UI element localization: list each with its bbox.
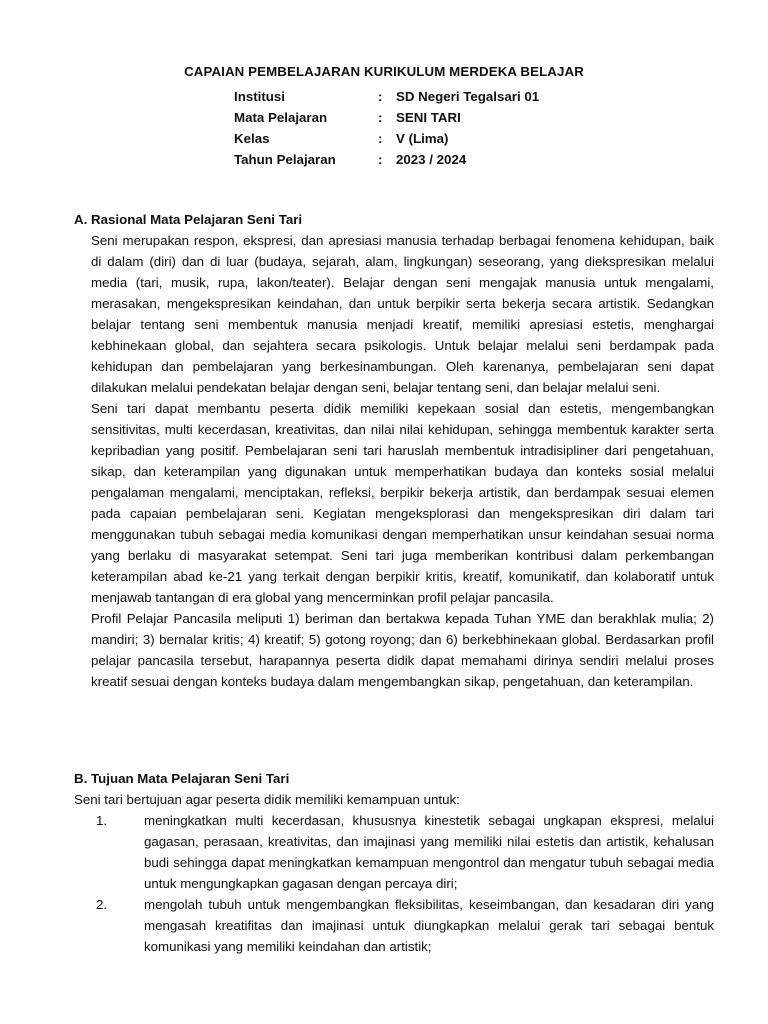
info-row-institusi (234, 86, 654, 107)
info-value: 2023 / 2024 (396, 152, 467, 167)
info-row-mata-pelajaran (234, 107, 654, 128)
section-heading: A. Rasional Mata Pelajaran Seni Tari (74, 212, 303, 227)
info-colon: : (378, 89, 383, 104)
info-label: Kelas (234, 131, 270, 146)
section-rasional (74, 209, 714, 692)
info-colon: : (378, 152, 383, 167)
info-row-tahun-pelajaran (234, 149, 654, 170)
list-number: 1. (96, 813, 108, 828)
paragraph: Seni tari dapat membantu peserta didik memiliki kepekaan sosial dan estetis, mengembangkan sensitivitas, multi kecerdasan, kreativitas, dan nilai nilai kehidupan, sehingga membentuk karakter serta kepribadian yang positif. Pembelajaran seni tari haruslah membentuk intradisipliner dari pengetahuan, sikap, dan keterampilan yang digunakan untuk memperhatikan budaya dan konteks sosial melalui pengalaman mengalami, menciptakan, refleksi, berpikir bekerja artistik, dan berdampak sesuai elemen pada capaian pembelajaran seni. Kegiatan mengeksplorasi dan mengekspresikan diri dalam tari menggunakan tubuh sebagai media komunikasi dengan memperhatikan unsur keindahan sesuai norma yang berlaku di masyarakat setempat. Seni tari juga memberikan kontribusi dalam perkembangan keterampilan abad ke-21 yang terkait dengan berpikir kritis, kreatif, komunikatif, dan kolaboratif untuk menjawab tantangan di era global yang mencerminkan profil pelajar pancasila. (91, 401, 714, 605)
list-number: 2. (96, 897, 108, 912)
info-colon: : (378, 110, 383, 125)
section-heading: B. Tujuan Mata Pelajaran Seni Tari (74, 771, 290, 786)
info-row-kelas (234, 128, 654, 149)
paragraph: Profil Pelajar Pancasila meliputi 1) beriman dan bertakwa kepada Tuhan YME dan berakhlak mulia; 2) mandiri; 3) bernalar kritis; 4) kreatif; 5) gotong royong; dan 6) berkebhinekaan global. Berdasarkan profil pelajar pancasila tersebut, harapannya peserta didik dapat memahami dirinya sendiri melalui proses kreatif sesuai dengan konteks budaya dalam mengembangkan sikap, pengetahuan, dan keterampilan. (91, 611, 714, 689)
info-label: Mata Pelajaran (234, 110, 328, 125)
list-text: meningkatkan multi kecerdasan, khususnya kinestetik sebagai ungkapan ekspresi, melalui gagasan, perasaan, kreativitas, dan imajinasi yang memiliki nilai estetis dan artistik, kehalusan budi sehingga dapat meningkatkan kemampuan mengontrol dan mengatur tubuh sebagai media untuk mengungkapkan gagasan dengan percaya diri; (144, 813, 714, 891)
paragraph: Seni merupakan respon, ekspresi, dan apresiasi manusia terhadap berbagai fenomena kehidupan, baik di dalam (diri) dan di luar (budaya, sejarah, alam, lingkungan) seseorang, yang diekspresikan melalui media (tari, musik, rupa, lakon/teater). Belajar dengan seni mengajak manusia untuk mengalami, merasakan, mengekspresikan keindahan, dan untuk berpikir serta bekerja secara artistik. Sedangkan belajar tentang seni membentuk manusia menjadi kreatif, memiliki apresiasi estetis, menghargai kebhinekaan global, dan sejahtera secara psikologis. Untuk belajar melalui seni berdampak pada kehidupan dan pembelajaran yang berkesinambungan. Oleh karenanya, pembelajaran seni dapat dilakukan melalui pendekatan belajar dengan seni, belajar tentang seni, dan belajar melalui seni. (91, 233, 714, 395)
info-value: SD Negeri Tegalsari 01 (396, 89, 540, 104)
info-table (234, 86, 654, 170)
list-item (74, 810, 714, 894)
section-intro: Seni tari bertujuan agar peserta didik memiliki kemampuan untuk: (74, 792, 460, 807)
document-title: CAPAIAN PEMBELAJARAN KURIKULUM MERDEKA BELAJAR (184, 64, 584, 79)
info-value: SENI TARI (396, 110, 461, 125)
objective-list (74, 810, 714, 957)
section-tujuan (74, 768, 714, 957)
info-value: V (Lima) (396, 131, 449, 146)
info-label: Institusi (234, 89, 285, 104)
list-item (74, 894, 714, 957)
list-text: mengolah tubuh untuk mengembangkan fleksibilitas, keseimbangan, dan kesadaran diri yang mengasah kreatifitas dan imajinasi untuk diungkapkan melalui gerak tari sebagai bentuk komunikasi yang memiliki keindahan dan artistik; (144, 897, 714, 954)
info-label: Tahun Pelajaran (234, 152, 336, 167)
info-colon: : (378, 131, 383, 146)
